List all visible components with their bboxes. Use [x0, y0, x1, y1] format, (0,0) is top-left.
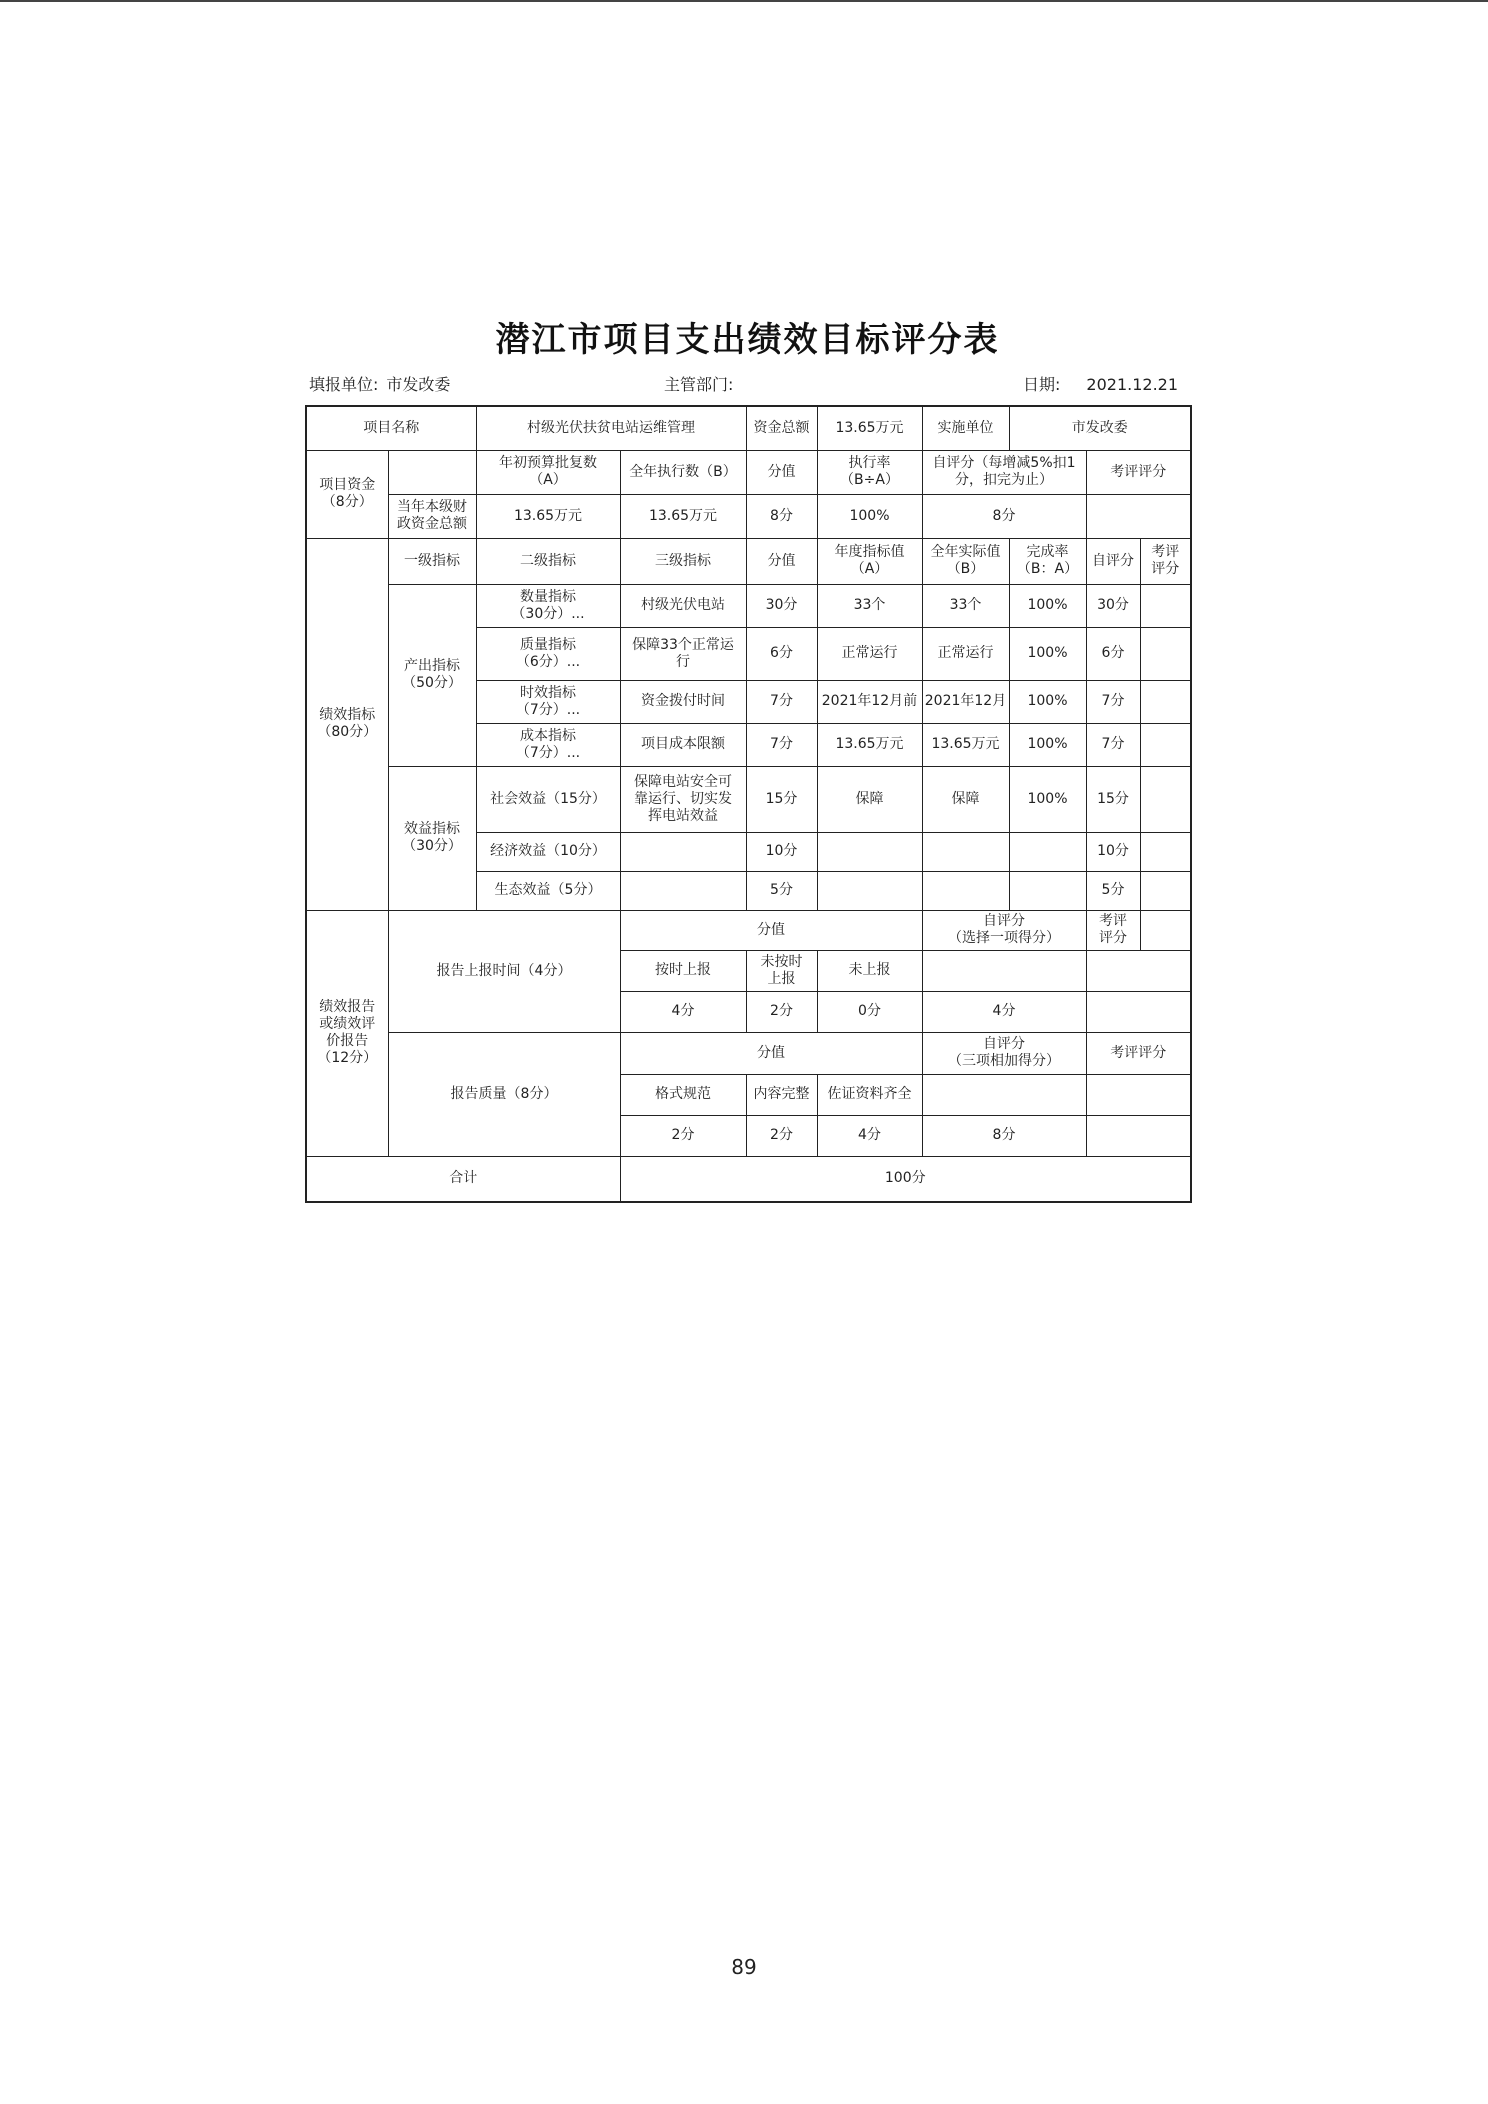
rate-cell [1009, 832, 1086, 871]
fill-unit-value: 市发改委 [386, 375, 451, 394]
top-border-line [0, 0, 1488, 2]
self-score-cell: 30分 [1086, 584, 1140, 627]
exec-value: 13.65万元 [620, 494, 746, 538]
fund-score: 8分 [746, 494, 817, 538]
level1-label: 一级指标 [388, 538, 476, 584]
level2-label: 二级指标 [476, 538, 620, 584]
review-cell [1140, 680, 1191, 723]
supervising-dept [664, 372, 733, 395]
impl-unit-value: 市发改委 [1009, 406, 1191, 450]
rate-cell: 100% [1009, 680, 1086, 723]
report-time-header-row [306, 910, 1191, 950]
actual-cell: 13.65万元 [922, 723, 1009, 766]
report-quality-self-rule: 自评分 （三项相加得分） [922, 1032, 1086, 1074]
fill-unit-label: 填报单位: [309, 375, 379, 394]
not-reported-score: 0分 [817, 991, 922, 1032]
performance-score-table [305, 405, 1192, 1203]
report-quality-review-blank [1086, 1074, 1191, 1115]
fund-total-label: 资金总额 [746, 406, 817, 450]
rate-cell: 100% [1009, 766, 1086, 832]
exec-rate-value: 100% [817, 494, 922, 538]
content-score: 2分 [746, 1115, 817, 1156]
level2-cell: 生态效益（5分） [476, 871, 620, 910]
report-quality-review-label: 考评评分 [1086, 1032, 1191, 1074]
report-time-self-score: 4分 [922, 991, 1086, 1032]
fund-review-score [1086, 494, 1191, 538]
report-time-self-rule: 自评分 （选择一项得分） [922, 910, 1086, 950]
actual-cell: 正常运行 [922, 627, 1009, 680]
rate-cell: 100% [1009, 584, 1086, 627]
report-time-self-blank [922, 950, 1086, 991]
score-cell: 5分 [746, 871, 817, 910]
budget-value: 13.65万元 [476, 494, 620, 538]
level2-cell: 数量指标 （30分）... [476, 584, 620, 627]
self-score-rule: 自评分（每增减5%扣1 分，扣完为止） [922, 450, 1086, 494]
fund-total-value: 13.65万元 [817, 406, 922, 450]
fund-value-row [306, 494, 1191, 538]
target-cell [817, 832, 922, 871]
not-reported-label: 未上报 [817, 950, 922, 991]
target-cell: 2021年12月前 [817, 680, 922, 723]
fund-blank-cell [388, 450, 476, 494]
actual-cell: 2021年12月 [922, 680, 1009, 723]
score-cell: 7分 [746, 723, 817, 766]
actual-cell [922, 832, 1009, 871]
report-time-review-score [1086, 991, 1191, 1032]
project-name-value: 村级光伏扶贫电站运维管理 [476, 406, 746, 450]
page-title: 潜江市项目支出绩效目标评分表 [495, 320, 1000, 360]
completion-rate-label: 完成率 （B：A） [1009, 538, 1086, 584]
actual-cell: 保障 [922, 766, 1009, 832]
level3-cell [620, 871, 746, 910]
report-time-label: 报告上报时间（4分） [388, 910, 620, 1032]
indicator-section-label: 绩效指标 （80分） [306, 538, 388, 910]
target-cell: 保障 [817, 766, 922, 832]
indicator-score-label: 分值 [746, 538, 817, 584]
score-cell: 30分 [746, 584, 817, 627]
level2-cell: 成本指标 （7分）... [476, 723, 620, 766]
level3-cell: 资金拨付时间 [620, 680, 746, 723]
report-quality-score-label: 分值 [620, 1032, 922, 1074]
review-cell [1140, 723, 1191, 766]
project-name-label: 项目名称 [306, 406, 476, 450]
level2-cell: 社会效益（15分） [476, 766, 620, 832]
review-cell [1140, 766, 1191, 832]
level3-cell: 村级光伏电站 [620, 584, 746, 627]
self-score-label: 自评分 [1086, 538, 1140, 584]
self-score-cell: 15分 [1086, 766, 1140, 832]
late-label: 未按时 上报 [746, 950, 817, 991]
level3-cell [620, 832, 746, 871]
report-time-review-label: 考评 评分 [1086, 910, 1140, 950]
level3-cell: 保障电站安全可 靠运行、切实发 挥电站效益 [620, 766, 746, 832]
table-row [306, 584, 1191, 627]
fund-header-row [306, 450, 1191, 494]
budget-label: 年初预算批复数 （A） [476, 450, 620, 494]
score-cell: 7分 [746, 680, 817, 723]
project-name-row [306, 406, 1191, 450]
report-quality-self-blank [922, 1074, 1086, 1115]
target-cell [817, 871, 922, 910]
level3-cell: 项目成本限额 [620, 723, 746, 766]
benefit-indicator-label: 效益指标 （30分） [388, 766, 476, 910]
impl-unit-label: 实施单位 [922, 406, 1009, 450]
rate-cell [1009, 871, 1086, 910]
review-cell [1140, 627, 1191, 680]
level2-cell: 质量指标 （6分）... [476, 627, 620, 680]
fund-score-label: 分值 [746, 450, 817, 494]
score-cell: 10分 [746, 832, 817, 871]
report-date-label: 日期: [1023, 375, 1061, 394]
self-score-cell: 10分 [1086, 832, 1140, 871]
report-time-review-blank [1086, 950, 1191, 991]
total-value: 100分 [620, 1156, 1191, 1202]
review-cell [1140, 584, 1191, 627]
format-score: 2分 [620, 1115, 746, 1156]
annual-target-label: 年度指标值 （A） [817, 538, 922, 584]
review-cell [1140, 832, 1191, 871]
self-score-cell: 7分 [1086, 680, 1140, 723]
ontime-label: 按时上报 [620, 950, 746, 991]
evidence-score: 4分 [817, 1115, 922, 1156]
review-cell [1140, 871, 1191, 910]
fund-self-score: 8分 [922, 494, 1086, 538]
level3-label: 三级指标 [620, 538, 746, 584]
late-score: 2分 [746, 991, 817, 1032]
review-score-label: 考评评分 [1086, 450, 1191, 494]
indicator-header-row [306, 538, 1191, 584]
fiscal-label: 当年本级财 政资金总额 [388, 494, 476, 538]
supervising-dept-label: 主管部门: [664, 375, 734, 394]
actual-cell [922, 871, 1009, 910]
content-label: 内容完整 [746, 1074, 817, 1115]
report-date [1023, 372, 1178, 395]
total-label: 合计 [306, 1156, 620, 1202]
rate-cell: 100% [1009, 627, 1086, 680]
target-cell: 13.65万元 [817, 723, 922, 766]
format-label: 格式规范 [620, 1074, 746, 1115]
report-quality-header-row [306, 1032, 1191, 1074]
report-time-blank [1140, 910, 1191, 950]
self-score-cell: 7分 [1086, 723, 1140, 766]
score-cell: 15分 [746, 766, 817, 832]
target-cell: 33个 [817, 584, 922, 627]
actual-cell: 33个 [922, 584, 1009, 627]
self-score-cell: 5分 [1086, 871, 1140, 910]
actual-value-label: 全年实际值 （B） [922, 538, 1009, 584]
exec-total-label: 全年执行数（B） [620, 450, 746, 494]
ontime-score: 4分 [620, 991, 746, 1032]
report-quality-self-score: 8分 [922, 1115, 1086, 1156]
total-row [306, 1156, 1191, 1202]
exec-rate-label: 执行率 （B÷A） [817, 450, 922, 494]
rate-cell: 100% [1009, 723, 1086, 766]
self-score-cell: 6分 [1086, 627, 1140, 680]
level2-cell: 经济效益（10分） [476, 832, 620, 871]
report-date-value: 2021.12.21 [1086, 375, 1179, 394]
score-cell: 6分 [746, 627, 817, 680]
report-quality-label: 报告质量（8分） [388, 1032, 620, 1156]
target-cell: 正常运行 [817, 627, 922, 680]
table-row [306, 766, 1191, 832]
fill-unit [309, 372, 450, 395]
fund-section-label: 项目资金 （8分） [306, 450, 388, 538]
report-quality-review-score [1086, 1115, 1191, 1156]
review-label: 考评 评分 [1140, 538, 1191, 584]
level2-cell: 时效指标 （7分）... [476, 680, 620, 723]
output-indicator-label: 产出指标 （50分） [388, 584, 476, 766]
page-number: 89 [731, 1955, 757, 1979]
report-time-score-label: 分值 [620, 910, 922, 950]
level3-cell: 保障33个正常运 行 [620, 627, 746, 680]
report-section-label: 绩效报告 或绩效评 价报告 （12分） [306, 910, 388, 1156]
evidence-label: 佐证资料齐全 [817, 1074, 922, 1115]
